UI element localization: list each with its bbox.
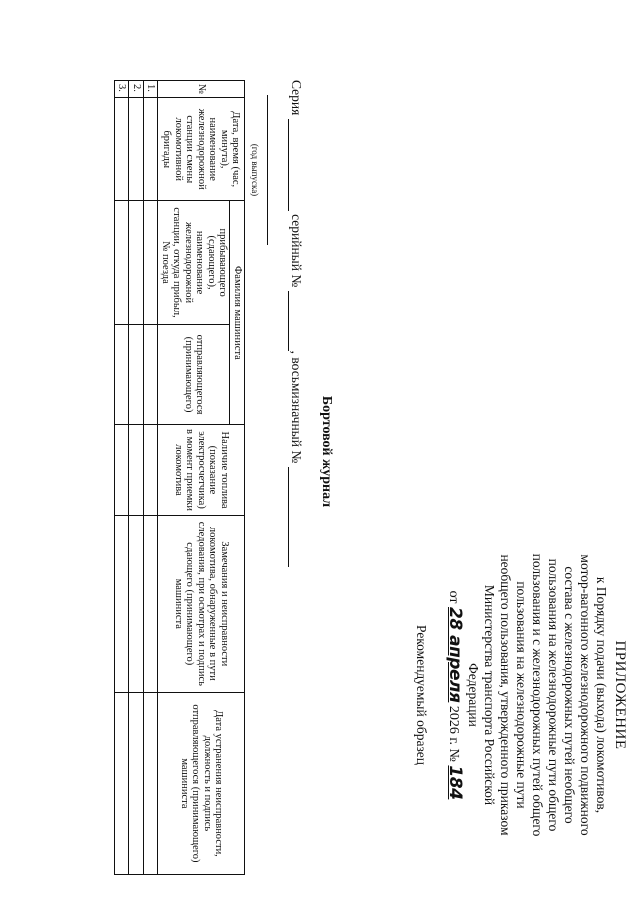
table-cell[interactable] bbox=[115, 425, 130, 515]
appendix-title: ПРИЛОЖЕНИЕ bbox=[612, 640, 628, 750]
date-prefix: от bbox=[446, 590, 461, 604]
appendix-line: необщего пользования, утвержденного приказом bbox=[498, 554, 513, 836]
serial-blank bbox=[288, 291, 301, 351]
table-cell[interactable] bbox=[129, 324, 144, 425]
table-cell[interactable] bbox=[115, 692, 130, 874]
appendix-line: Министерства транспорта Российской bbox=[482, 584, 497, 806]
appendix-block bbox=[413, 505, 628, 885]
handwritten-date: 28 апреля bbox=[445, 607, 465, 703]
table-row bbox=[115, 81, 130, 875]
eight-digit-blank bbox=[288, 467, 301, 567]
row-number: 3. bbox=[115, 81, 130, 98]
series-line bbox=[288, 80, 304, 567]
appendix-text bbox=[465, 505, 609, 885]
eight-digit-label: , восьмизначный № bbox=[289, 350, 304, 464]
table-cell[interactable] bbox=[115, 201, 130, 324]
appendix-line: пользования и с железнодорожных путей общего bbox=[530, 553, 545, 837]
header-fix: Дата устранения неисправности, должность и подпись отправляющегося (принимающего) машиниста bbox=[158, 692, 245, 874]
header-num: № bbox=[158, 81, 245, 98]
table-cell[interactable] bbox=[144, 515, 159, 692]
table-cell[interactable] bbox=[129, 201, 144, 324]
journal-title: Бортовой журнал bbox=[319, 395, 334, 508]
appendix-line: состава с железнодорожных путей необщего bbox=[562, 566, 577, 824]
table-cell[interactable] bbox=[129, 692, 144, 874]
header-fuel: Наличие топлива (показание электросчетчика) в момент приемки локомотива bbox=[158, 425, 245, 515]
header-date: Дата, время (час, минута), наименование железнодорожной станции смены локомотивной бригады bbox=[158, 98, 245, 201]
header-departing: отправляющегося (принимающего) bbox=[158, 324, 230, 425]
table-header-row bbox=[230, 81, 245, 875]
table-cell[interactable] bbox=[144, 324, 159, 425]
header-driver-group: Фамилия машиниста bbox=[230, 201, 245, 425]
table-cell[interactable] bbox=[129, 515, 144, 692]
table-cell[interactable] bbox=[115, 515, 130, 692]
table-cell[interactable] bbox=[144, 201, 159, 324]
header-remarks: Замечания и неисправности локомотива, обнаруженные в пути следования, при осмотрах и подпись сдающего (принимающего) машиниста bbox=[158, 515, 245, 692]
row-number: 1. bbox=[144, 81, 159, 98]
table-row bbox=[144, 81, 159, 875]
appendix-line: мотор-вагонного железнодорожного подвижного bbox=[578, 554, 593, 836]
series-blank bbox=[288, 119, 301, 211]
year-blank bbox=[267, 95, 268, 245]
handwritten-number: 184 bbox=[445, 765, 465, 800]
journal-table bbox=[114, 80, 245, 875]
header-arriving: прибывающего (сдающего), наименование железнодорожной станции, откуда прибыл, № поезда bbox=[158, 201, 230, 324]
appendix-line: пользования на железнодорожные пути общего bbox=[546, 558, 561, 832]
appendix-line: к Порядку подачи (выхода) локомотивов, bbox=[594, 576, 609, 814]
recommended-sample: Рекомендуемый образец bbox=[414, 624, 429, 765]
order-date-line bbox=[445, 505, 465, 885]
table-row bbox=[129, 81, 144, 875]
table-cell[interactable] bbox=[144, 98, 159, 201]
appendix-line: пользования на железнодорожные пути bbox=[514, 581, 529, 809]
table-cell[interactable] bbox=[115, 324, 130, 425]
year-field bbox=[247, 95, 268, 245]
table-cell[interactable] bbox=[129, 425, 144, 515]
date-year: 2026 г. № bbox=[446, 705, 461, 762]
table-cell[interactable] bbox=[115, 98, 130, 201]
row-number: 2. bbox=[129, 81, 144, 98]
table-cell[interactable] bbox=[129, 98, 144, 201]
appendix-line: Федерации bbox=[466, 663, 481, 727]
serial-label: серийный № bbox=[289, 214, 304, 288]
table-cell[interactable] bbox=[144, 692, 159, 874]
table-cell[interactable] bbox=[144, 425, 159, 515]
year-caption: (год выпуска) bbox=[250, 143, 260, 197]
series-label: Серия bbox=[289, 80, 304, 116]
